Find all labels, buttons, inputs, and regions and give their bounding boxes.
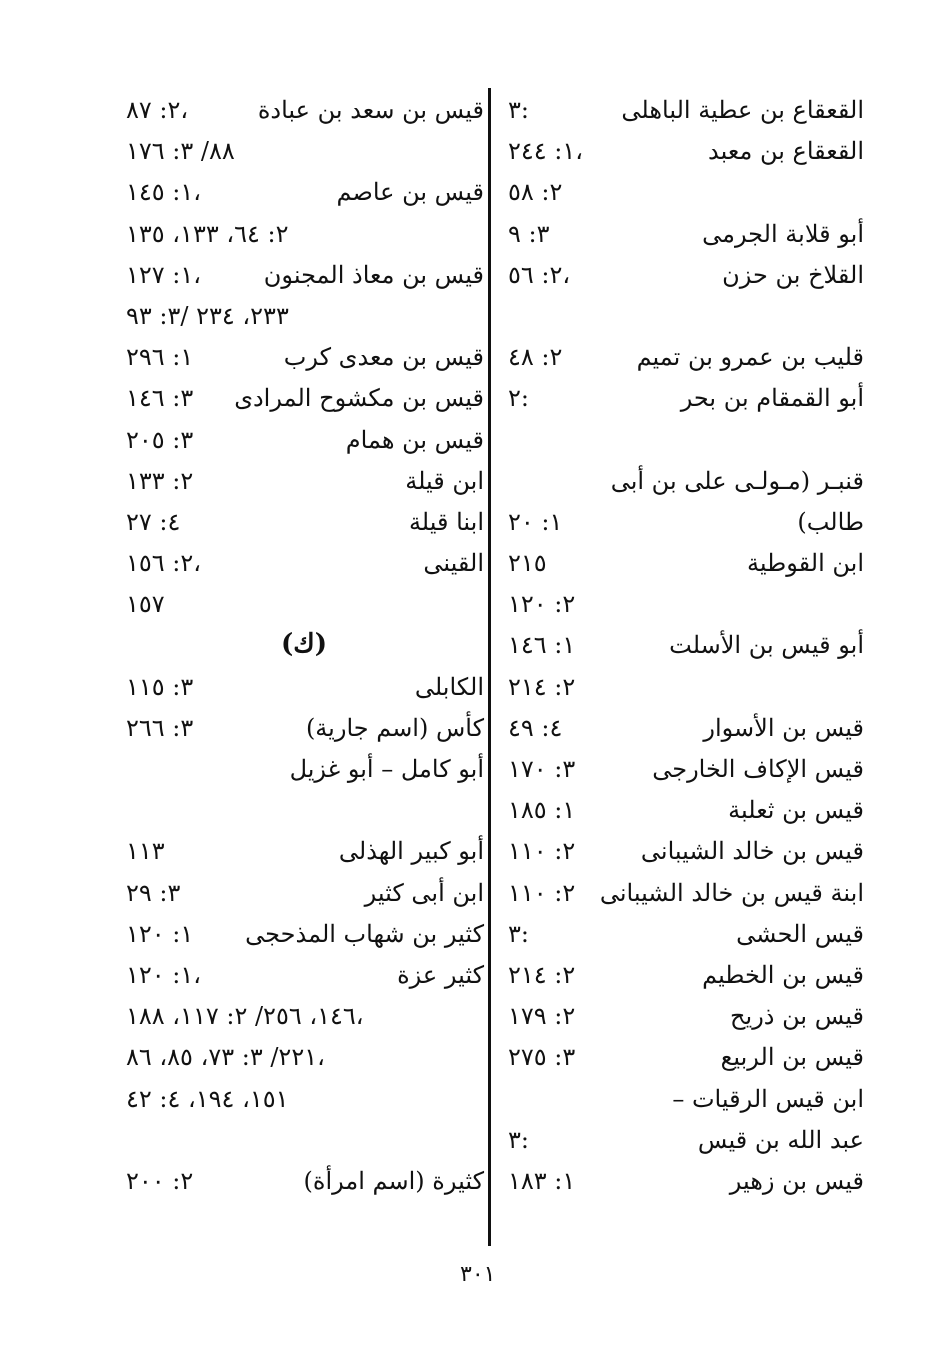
index-entry — [118, 833, 490, 874]
entry-name: طالب) — [797, 507, 864, 536]
index-entry — [118, 1081, 490, 1122]
entry-pages: ٣: ٢٦٦ — [126, 713, 194, 742]
index-entry — [500, 1081, 870, 1122]
entry-name: كثيرة (اسم امرأة) — [303, 1166, 484, 1195]
entry-name: قيس بن الربيع — [720, 1043, 864, 1072]
entry-name: قيس بن سعد بن عبادة — [257, 96, 484, 124]
index-entry — [118, 1039, 490, 1080]
index-entry — [118, 669, 490, 710]
index-entry — [500, 792, 870, 833]
entry-pages: ٢: ١٧٩ — [508, 1002, 576, 1031]
index-entry — [500, 257, 870, 298]
entry-pages: ٣: ١٤٦ — [126, 384, 194, 413]
entry-pages-continued: ٨٨/ ٣: ١٧٦ — [126, 137, 235, 166]
entry-pages: ١: ١٨٣ — [508, 1166, 576, 1195]
entry-pages: ١: ١٤٦ — [508, 631, 576, 660]
entry-pages-continued: ١٥٧ — [126, 590, 165, 619]
entry-pages: ١: ٢٤٤، — [508, 137, 584, 166]
entry-pages: ١: ١٢٠، — [126, 960, 202, 989]
entry-name: قيس بن الأسوار — [703, 713, 864, 742]
index-entry — [500, 133, 870, 174]
entry-pages: ٢: ٢١٤ — [508, 672, 576, 701]
entry-name: ابنا قيلة — [408, 507, 484, 536]
index-entry — [118, 216, 490, 257]
entry-pages: ١: ٢٩٦ — [126, 343, 194, 372]
entry-pages: ٢: ٢١٤ — [508, 960, 576, 989]
entry-name: القينى — [423, 549, 484, 578]
index-entry — [500, 875, 870, 916]
index-entry — [500, 751, 870, 792]
index-entry — [118, 1163, 490, 1204]
entry-pages: ١: ٢٠ — [508, 507, 563, 536]
entry-name: أبو قيس بن الأسلت — [669, 631, 864, 660]
entry-pages: ٣: ١٧٠ — [508, 755, 576, 783]
index-entry — [118, 1122, 490, 1163]
entry-name: ابن أبى كثير — [364, 878, 484, 907]
index-entry — [118, 380, 490, 421]
index-entry — [118, 792, 490, 833]
entry-pages: ١: ١٨٥ — [508, 796, 576, 825]
entry-pages: ١: ١٤٥، — [126, 178, 202, 207]
left-column — [118, 92, 490, 1204]
entry-pages: ٢: ١٣٣ — [126, 466, 194, 495]
index-entry — [118, 875, 490, 916]
entry-name: أبو القمقام بن بحر — [680, 384, 864, 413]
index-entry — [500, 627, 870, 668]
entry-pages: ٢: ١٥٦، — [126, 549, 202, 578]
index-entry — [500, 669, 870, 710]
entry-name: قيس بن همام — [345, 425, 484, 454]
index-entry — [118, 463, 490, 504]
entry-name: قيس بن معدى كرب — [283, 343, 484, 372]
entry-name: القلاخ بن حزن — [722, 260, 864, 289]
index-entry — [500, 586, 870, 627]
entry-pages: ٢: ٥٦، — [508, 260, 571, 289]
entry-name: كثير بن شهاب المذحجى — [245, 919, 484, 948]
entry-name: قليب بن عمرو بن تميم — [636, 343, 864, 372]
entry-name: قيس بن زهير — [729, 1166, 864, 1195]
entry-pages: ٤: ٤٩ — [508, 713, 563, 742]
entry-pages: ٣: ٢٧٥ — [508, 1043, 576, 1072]
entry-name: قيس بن الخطيم — [702, 960, 864, 989]
index-entry — [500, 957, 870, 998]
entry-name: قيس بن ثعلبة — [728, 796, 864, 825]
index-entry — [500, 916, 870, 957]
entry-pages: ٣: — [508, 96, 529, 124]
index-entry — [118, 92, 490, 133]
entry-pages: ٣: — [508, 919, 529, 948]
entry-pages: ٢: ١١٠ — [508, 837, 576, 866]
entry-pages: ٢: ١١٠ — [508, 878, 576, 907]
index-entry — [118, 710, 490, 751]
entry-pages: ١١٣ — [126, 837, 165, 866]
entry-name: القعقاع بن عطية الباهلى — [621, 96, 864, 124]
index-entry — [500, 1122, 870, 1163]
entry-name: قيس بن ذريح — [730, 1002, 864, 1031]
entry-pages-continued: ٢٢١/ ٣: ٧٣، ٨٥، ٨٦، — [126, 1043, 325, 1072]
index-entry — [500, 710, 870, 751]
entry-pages: ٣: — [508, 1125, 529, 1154]
entry-pages: ١: ١٢٠ — [126, 919, 194, 948]
entry-name: قيس بن معاذ المجنون — [263, 260, 484, 289]
entry-pages-continued: ١٤٦، ٢٥٦/ ٢: ١١٧، ١٨٨، — [126, 1002, 364, 1031]
entry-pages: ٢١٥ — [508, 549, 547, 578]
index-entry — [118, 751, 490, 792]
section-letter: (ك) — [280, 629, 328, 660]
entry-name: ابنة قيس بن خالد الشيبانى — [599, 878, 864, 907]
index-entry — [118, 998, 490, 1039]
entry-pages: ٢: ٥٨ — [508, 178, 563, 207]
entry-name: قيس بن خالد الشيبانى — [640, 837, 864, 866]
entry-pages: ٢: ٢٠٠ — [126, 1166, 194, 1195]
entry-name: أبو كبير الهذلى — [338, 837, 484, 866]
entry-name: قيس الحشى — [736, 919, 864, 948]
entry-pages: ٢: — [508, 384, 529, 413]
entry-name: الكابلى — [414, 672, 484, 701]
index-entry — [500, 216, 870, 257]
entry-name: أبو كامل – أبو غزيل — [289, 755, 484, 783]
index-entry — [118, 174, 490, 215]
entry-name: القعقاع بن معبد — [708, 137, 864, 166]
index-entry — [500, 339, 870, 380]
index-entry — [500, 298, 870, 339]
index-entry — [118, 339, 490, 380]
index-entry — [500, 92, 870, 133]
entry-pages: ٣: ١١٥ — [126, 672, 194, 701]
entry-pages: ٢: ٤٨ — [508, 343, 563, 372]
entry-name: كأس (اسم جارية) — [305, 713, 484, 742]
index-entry — [118, 133, 490, 174]
entry-pages: ٢: ٨٧، — [126, 96, 189, 124]
index-entry — [118, 504, 490, 545]
index-entry — [118, 545, 490, 586]
entry-pages-continued: ٢٣٣، ٢٣٤ /٣: ٩٣ — [126, 301, 289, 330]
entry-pages: ٢: ١٢٠ — [508, 590, 576, 619]
entry-name: أبو قلابة الجرمى — [702, 219, 864, 248]
index-entry — [118, 422, 490, 463]
index-entry — [500, 1163, 870, 1204]
index-entry — [500, 545, 870, 586]
index-entry — [500, 833, 870, 874]
index-entry — [500, 998, 870, 1039]
entry-name: قيس بن مكشوح المرادى — [234, 384, 484, 413]
index-entry — [500, 504, 870, 545]
index-entry — [118, 957, 490, 998]
entry-pages: ٣: ٢٠٥ — [126, 425, 194, 454]
page-number: ٣٠١ — [460, 1262, 496, 1287]
index-entry — [500, 422, 870, 463]
entry-pages-continued: ٢: ٦٤، ١٣٣، ١٣٥ — [126, 219, 289, 248]
entry-name: قيس بن عاصم — [336, 178, 484, 207]
entry-name: كثير عزة — [397, 960, 484, 989]
index-entry — [118, 586, 490, 627]
index-entry — [118, 298, 490, 339]
index-entry — [118, 257, 490, 298]
entry-name: ابن قيس الرقيات – — [672, 1084, 864, 1113]
entry-pages-continued: ١٥١، ١٩٤، ٤: ٤٢ — [126, 1084, 289, 1113]
index-entry — [500, 174, 870, 215]
entry-pages: ٤: ٢٧ — [126, 507, 181, 536]
entry-name: قيس الإكاف الخارجى — [652, 755, 864, 783]
entry-pages: ١: ١٢٧، — [126, 260, 202, 289]
entry-name: قنبـر (مـولـى على بن أبى — [610, 466, 864, 495]
entry-name: عبد الله بن قيس — [697, 1125, 864, 1154]
index-entry — [500, 463, 870, 504]
entry-name: ابن القوطية — [747, 549, 864, 578]
right-column — [500, 92, 870, 1204]
index-entry — [118, 916, 490, 957]
index-entry — [500, 1039, 870, 1080]
entry-name: ابن قيلة — [405, 466, 484, 495]
entry-pages: ٣: ٩ — [508, 219, 550, 248]
index-entry — [118, 627, 490, 668]
entry-pages: ٣: ٢٩ — [126, 878, 181, 907]
index-entry — [500, 380, 870, 421]
